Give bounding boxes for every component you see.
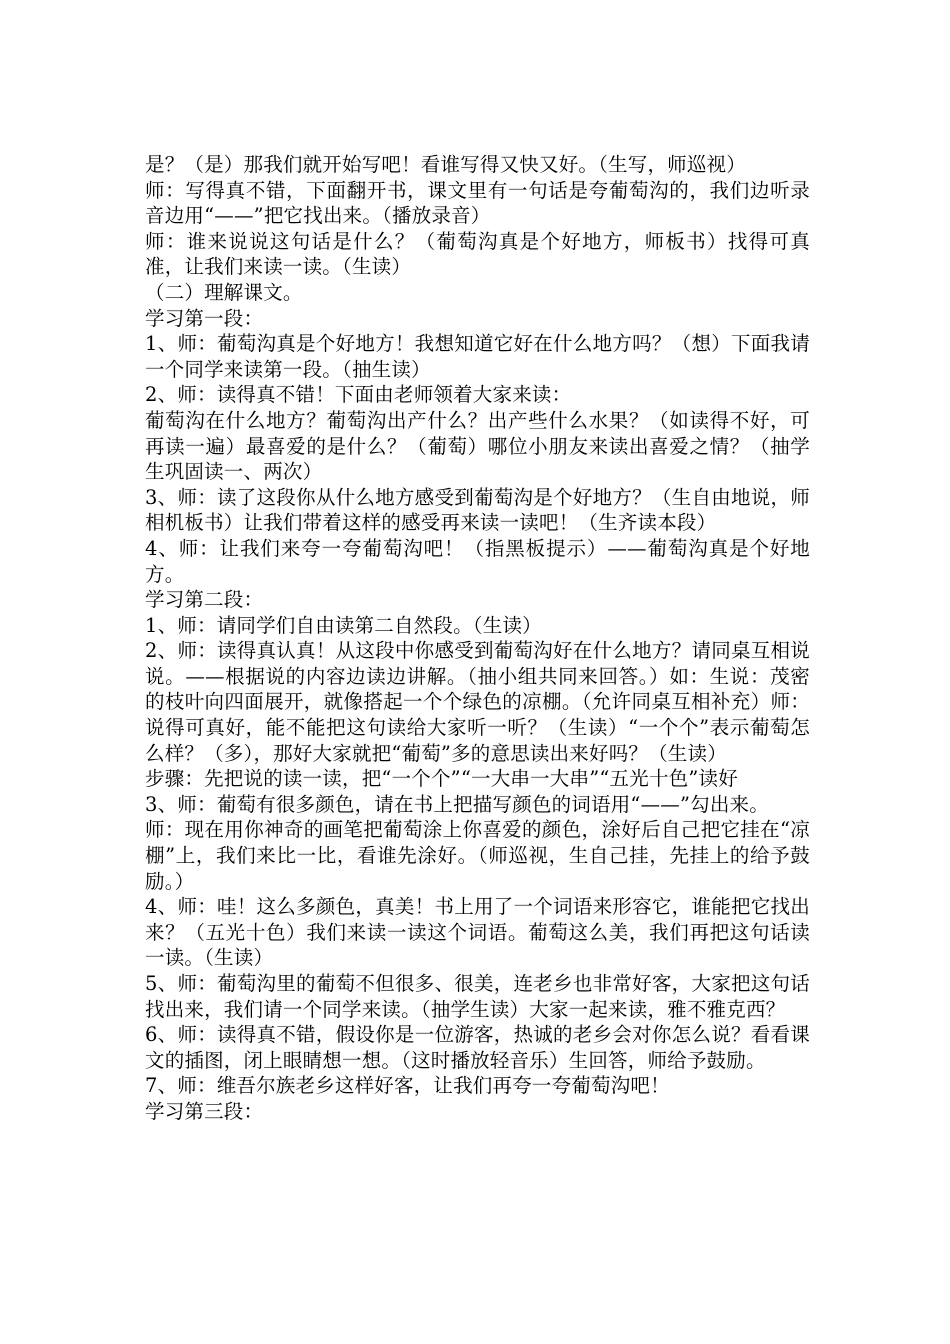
paragraph: 1、师：请同学们自由读第二自然段。（生读）	[145, 613, 542, 637]
paragraph: 1、师：葡萄沟真是个好地方！我想知道它好在什么地方吗？（想）下面我请一个同学来读第一段。（抽生读）	[145, 332, 810, 381]
section-heading: （二）理解课文。	[145, 280, 303, 304]
paragraph: 3、师：葡萄有很多颜色，请在书上把描写颜色的词语用“——”勾出来。	[145, 792, 769, 816]
paragraph: 葡萄沟在什么地方？葡萄沟出产什么？出产些什么水果？（如读得不好，可再读一遍）最喜爱的是什么？（葡萄）哪位小朋友来读出喜爱之情？（抽学生巩固读一、两次）	[145, 408, 810, 484]
paragraph: 5、师：葡萄沟里的葡萄不但很多、很美，连老乡也非常好客，大家把这句话找出来，我们请一个同学来读。（抽学生读）大家一起来读，雅不雅克西？	[145, 972, 810, 1021]
section-heading: 学习第三段：	[145, 1099, 264, 1123]
paragraph: 师：写得真不错，下面翻开书，课文里有一句话是夸葡萄沟的，我们边听录音边用“——”把它找出来。（播放录音）	[145, 178, 810, 228]
paragraph: 师：谁来说说这句话是什么？（葡萄沟真是个好地方，师板书）找得可真准，让我们来读一读。（生读）	[145, 229, 810, 279]
paragraph: 师：现在用你神奇的画笔把葡萄涂上你喜爱的颜色，涂好后自己把它挂在“凉棚”上，我们来比一比，看谁先涂好。（师巡视，生自己挂，先挂上的给予鼓励。）	[145, 818, 810, 893]
document-body	[145, 152, 810, 1125]
paragraph: 步骤：先把说的读一读，把“一个个”“一大串一大串”“五光十色”读好	[145, 767, 738, 791]
paragraph: 是？（是）那我们就开始写吧！看谁写得又快又好。（生写，师巡视）	[145, 153, 746, 176]
section-heading: 学习第一段：	[145, 306, 264, 330]
paragraph: 2、师：读得真不错！下面由老师领着大家来读：	[145, 383, 572, 407]
section-heading: 学习第二段：	[145, 588, 264, 612]
paragraph: 6、师：读得真不错，假设你是一位游客，热诚的老乡会对你怎么说？看看课文的插图，闭上眼睛想一想。（这时播放轻音乐）生回答，师给予鼓励。	[145, 1023, 810, 1072]
paragraph: 4、师：哇！这么多颜色，真美！书上用了一个词语来形容它，谁能把它找出来？（五光十色）我们来读一读这个词语。葡萄这么美，我们再把这句话读一读。（生读）	[145, 895, 810, 970]
paragraph: 7、师：维吾尔族老乡这样好客，让我们再夸一夸葡萄沟吧！	[145, 1074, 670, 1098]
paragraph: 2、师：读得真认真！从这段中你感受到葡萄沟好在什么地方？请同桌互相说说。——根据说的内容边读边讲解。（抽小组共同来回答。）如：生说：茂密的枝叶向四面展开，就像搭起一个个绿色的凉棚。（允许同桌互相补充）师：说得可真好，能不能把这句读给大家听一听？（生读）“一个个”表示葡萄怎么样？（多），那好大家就把“葡萄”多的意思读出来好吗？（生读）	[145, 639, 810, 765]
paragraph: 4、师：让我们来夸一夸葡萄沟吧！（指黑板提示）——葡萄沟真是个好地方。	[145, 536, 810, 586]
paragraph: 3、师：读了这段你从什么地方感受到葡萄沟是个好地方？（生自由地说，师相机板书）让我们带着这样的感受再来读一读吧！（生齐读本段）	[145, 485, 810, 535]
